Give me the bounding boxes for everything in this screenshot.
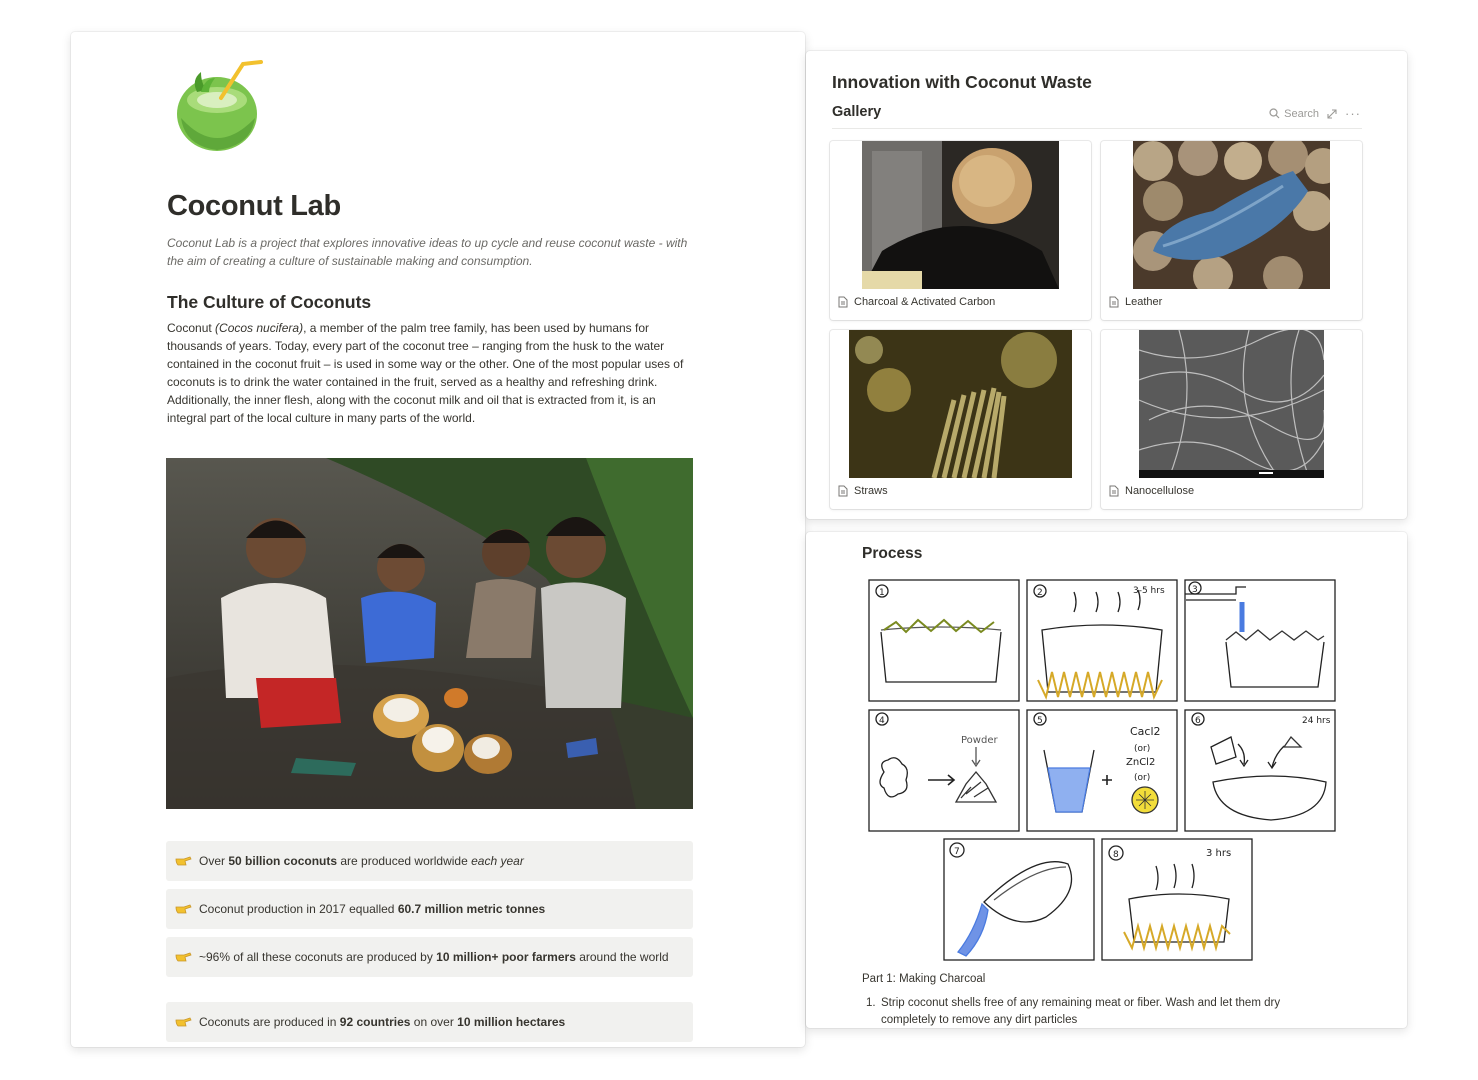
intro-paragraph: Coconut (Cocos nucifera), a member of the palm tree family, has been used by humans for thousands of years. Today, every part of the coconut tree – ranging from the husk to the water contained in the coconut fruit – is used in some way or the other. One of the most popular uses of coconuts is to drink the water contained in the fruit, served as a healthy and refreshing drink. Additionally, the inner flesh, along with the coconut milk and oil that is extracted from it, is an integral part of the local culture in many parts of the world. [167,321,684,425]
svg-text:7: 7 [954,847,960,857]
callout-stat-3: ~96% of all these coconuts are produced by 10 million+ poor farmers around the world [166,937,693,977]
gallery-card-caption: Nanocellulose [1109,485,1194,497]
coconut-page-icon[interactable] [171,58,271,158]
gallery-title: Innovation with Coconut Waste [832,72,1092,92]
gallery-card-nanocellulose[interactable] [1101,330,1362,509]
more-options-icon[interactable]: ··· [1345,106,1361,121]
svg-text:4: 4 [879,716,885,726]
scientific-name: (Cocos nucifera) [215,321,304,335]
process-step-8-sketch [1102,839,1252,960]
process-step-2-sketch [1027,580,1177,701]
pointing-hand-icon [175,853,192,867]
nanocellulose-image [1139,330,1324,478]
process-sketch [806,532,1407,972]
expand-icon[interactable] [1327,109,1337,119]
page-icon [838,296,848,308]
svg-text:3: 3 [1192,585,1198,595]
process-step-5-sketch [1027,710,1177,831]
process-step-3-sketch [1185,580,1335,701]
step-text: Strip coconut shells free of any remaining meat or fiber. Wash and let them dry completely to remove any dirt particles [881,997,1281,1026]
svg-text:6: 6 [1195,716,1201,726]
process-step-item [866,995,1306,1028]
svg-text:3-5 hrs: 3-5 hrs [1133,586,1165,596]
gallery-card-leather[interactable] [1101,141,1362,320]
svg-text:2: 2 [1037,588,1043,598]
gallery-card [806,51,1407,519]
gallery-card-caption: Straws [838,485,888,497]
callout-stat-4: Coconuts are produced in 92 countries on over 10 million hectares [166,1002,693,1042]
process-card [806,532,1407,1028]
svg-text:Powder: Powder [961,735,998,746]
callout-stat-1: Over 50 billion coconuts are produced worldwide each year [166,841,693,881]
callout-stat-2: Coconut production in 2017 equalled 60.7 million metric tonnes [166,889,693,929]
svg-text:(or): (or) [1134,773,1151,783]
svg-text:Cacl2: Cacl2 [1130,725,1161,738]
search-icon [1269,108,1280,119]
page-icon [1109,485,1119,497]
svg-text:24 hrs: 24 hrs [1302,716,1331,726]
page-card [71,32,805,1047]
page-icon [1109,296,1119,308]
process-step-7-sketch [944,839,1094,960]
page-description: Coconut Lab is a project that explores innovative ideas to up cycle and reuse coconut waste - with the aim of creating a culture of sustainable making and consumption. [167,236,688,268]
page-icon [838,485,848,497]
pointing-hand-icon [175,901,192,915]
pointing-hand-icon [175,1014,192,1028]
process-step-6-sketch [1185,710,1335,831]
leather-shoe-image [1133,141,1330,289]
svg-text:(or): (or) [1134,744,1151,754]
step-number: 1. [866,997,876,1009]
gallery-view-name[interactable]: Gallery [832,104,882,120]
gallery-card-caption: Leather [1109,296,1162,308]
gallery-divider [832,128,1362,129]
children-coconuts-photo [166,458,693,809]
page-title: Coconut Lab [167,190,341,222]
process-step-4-sketch [869,710,1019,831]
svg-text:ZnCl2: ZnCl2 [1126,757,1156,768]
gallery-card-caption: Charcoal & Activated Carbon [838,296,995,308]
pointing-hand-icon [175,949,192,963]
gallery-card-charcoal[interactable] [830,141,1091,320]
process-step-1-sketch [869,580,1019,701]
gallery-toolbar [1269,106,1361,121]
svg-text:1: 1 [879,588,885,598]
charcoal-image [862,141,1059,289]
gallery-search-button[interactable]: Search [1269,108,1319,120]
straws-image [849,330,1072,478]
gallery-card-straws[interactable] [830,330,1091,509]
svg-text:5: 5 [1037,716,1043,726]
process-title: Process [862,545,923,562]
svg-text:3 hrs: 3 hrs [1206,848,1232,859]
svg-text:8: 8 [1113,850,1119,860]
section-heading: The Culture of Coconuts [167,292,372,312]
process-part-label: Part 1: Making Charcoal [862,973,986,985]
